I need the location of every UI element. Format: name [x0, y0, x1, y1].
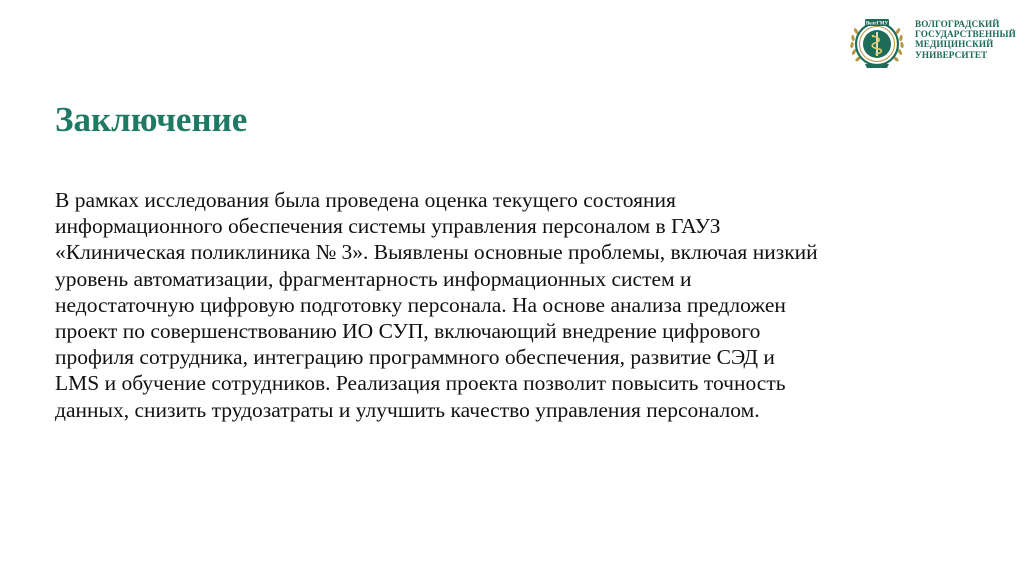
university-name-line: МЕДИЦИНСКИЙ — [915, 39, 994, 50]
paragraph-line: данных, снизить трудозатраты и улучшить качество управления персоналом. — [55, 397, 760, 422]
paragraph-line: профиля сотрудника, интеграцию программного обеспечения, развитие СЭД и — [55, 345, 775, 370]
university-name-line: ГОСУДАРСТВЕННЫЙ — [915, 29, 1016, 40]
paragraph-line: LMS и обучение сотрудников. Реализация проекта позволит повысить точность — [55, 371, 786, 396]
paragraph-line: уровень автоматизации, фрагментарность информационных систем и — [55, 266, 692, 291]
paragraph-line: «Клиническая поликлиника № 3». Выявлены основные проблемы, включая низкий — [55, 240, 818, 265]
university-emblem-icon — [845, 12, 909, 76]
paragraph-line: В рамках исследования была проведена оценка текущего состояния — [55, 188, 676, 212]
slide-title: Заключение — [55, 100, 248, 139]
paragraph-line: информационного обеспечения системы управления персоналом в ГАУЗ — [55, 214, 721, 239]
conclusion-paragraph — [55, 187, 955, 423]
paragraph-line: недостаточную цифровую подготовку персонала. На основе анализа предложен — [55, 292, 786, 317]
paragraph-line: проект по совершенствованию ИО СУП, включающий внедрение цифрового — [55, 319, 761, 344]
university-logo — [845, 12, 1015, 76]
university-name — [915, 19, 1015, 60]
emblem-banner-text: ВолгГМУ — [865, 21, 889, 27]
university-name-line: УНИВЕРСИТЕТ — [915, 49, 988, 60]
university-name-line: ВОЛГОГРАДСКИЙ — [915, 19, 1000, 29]
